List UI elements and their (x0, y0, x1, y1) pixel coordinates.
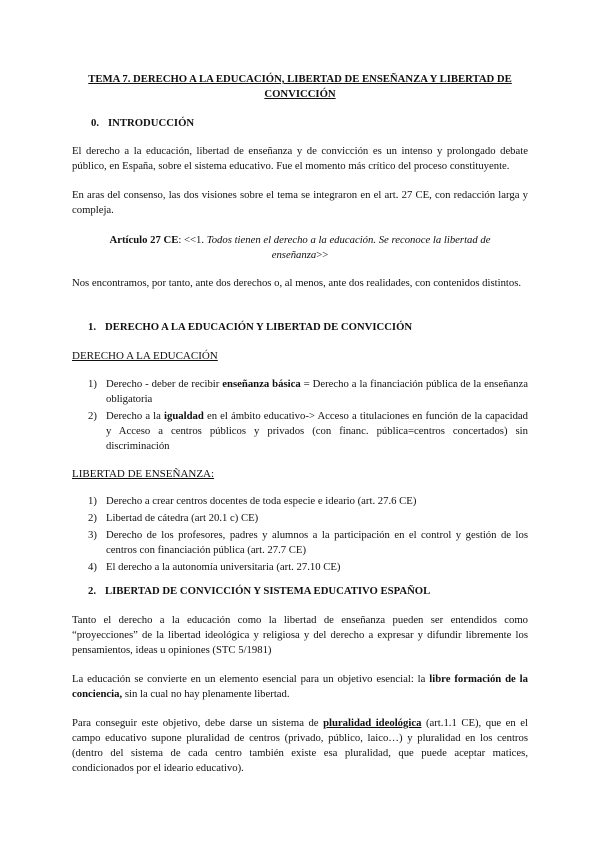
list-item (72, 560, 528, 575)
list-text: Derecho a crear centros docentes de toda especie e ideario (art. 27.6 CE) (106, 495, 417, 507)
section-1-heading (88, 320, 412, 335)
paragraph-text: sin la cual no hay plenamente libertad. (122, 688, 290, 700)
list-text: Derecho - deber de recibir (106, 378, 223, 390)
subheading-derecho-educacion: DERECHO A LA EDUCACIÓN (72, 350, 218, 362)
quote-label: Artículo 27 CE (109, 234, 179, 246)
paragraph-text: Para conseguir este objetivo, debe darse un sistema de (72, 717, 324, 729)
intro-paragraph-3: Nos encontramos, por tanto, ante dos derechos o, al menos, ante dos realidades, con contenidos distintos. (72, 277, 522, 289)
quote-text: Todos tienen el derecho a la educación. Se reconoce la libertad de enseñanza (206, 234, 491, 261)
list-number: 1) (88, 495, 97, 507)
list-item (72, 494, 528, 509)
paragraph-text: (art.1.1 CE), que en el campo educativo supone pluralidad de centros (privado, público, laico…) y pluralidad en los centros (dentro del sistema de cada centro también existe esa pluralidad, que puede aceptar matices, condicionados por el ideario educativo). (72, 717, 528, 774)
section-2-paragraph-3 (72, 716, 528, 776)
list-number: 4) (88, 561, 97, 573)
section-number: 1. (88, 321, 97, 333)
list-item (72, 511, 528, 526)
section-2-heading (88, 584, 430, 599)
intro-paragraph-2: En aras del consenso, las dos visiones sobre el tema se integraron en el art. 27 CE, con redacción larga y compleja. (72, 189, 528, 216)
paragraph-bold-text: libre formación de la conciencia, (72, 673, 528, 700)
list-bold-text: igualdad (164, 410, 204, 422)
list-text: Libertad de cátedra (art 20.1 c) CE) (106, 512, 259, 524)
subheading-libertad-ensenanza: LIBERTAD DE ENSEÑANZA: (72, 468, 215, 480)
section-title: DERECHO A LA EDUCACIÓN Y LIBERTAD DE CONVICCIÓN (105, 321, 413, 333)
list-item (72, 409, 528, 454)
list-text: Derecho a la (106, 410, 165, 422)
list-number: 3) (88, 529, 97, 541)
section-number: 0. (91, 117, 100, 129)
list-number: 2) (88, 512, 97, 524)
list-number: 2) (88, 410, 97, 422)
section-2-paragraph-1: Tanto el derecho a la educación como la libertad de enseñanza pueden ser entendidos como “proyecciones” de la libertad ideológica y religiosa y del derecho a expresar y difundir libremente los pensamientos, ideas u opiniones (STC 5/1981) (72, 614, 528, 656)
intro-paragraph-1: El derecho a la educación, libertad de enseñanza y de convicción es un intenso y prolongado debate público, en España, sobre el sistema educativo. Fue el momento más crítico del proceso constituyente. (72, 145, 528, 172)
list-item (72, 377, 528, 407)
document-title: TEMA 7. DERECHO A LA EDUCACIÓN, LIBERTAD DE ENSEÑANZA Y LIBERTAD DE CONVICCIÓN (88, 73, 512, 100)
quote-separator: : <<1. (178, 234, 207, 246)
section-2-paragraph-2 (72, 672, 528, 702)
section-title: LIBERTAD DE CONVICCIÓN Y SISTEMA EDUCATIVO ESPAÑOL (105, 585, 431, 597)
teaching-freedom-list (72, 494, 528, 577)
education-rights-list (72, 377, 528, 456)
section-number: 2. (88, 585, 97, 597)
list-bold-text: enseñanza básica (222, 378, 301, 390)
list-text: El derecho a la autonomía universitaria (art. 27.10 CE) (106, 561, 341, 573)
list-text: en el ámbito educativo-> Acceso a titulaciones en función de la capacidad y Acceso a centros públicos y privados (con financ. pública=centros concertados) sin discriminación (106, 410, 528, 452)
quote-end: >> (316, 249, 329, 261)
paragraph-bold-text: pluralidad ideológica (323, 717, 422, 729)
paragraph-text: La educación se convierte en un elemento esencial para un objetivo esencial: la (72, 673, 430, 685)
list-item (72, 528, 528, 558)
list-text: = Derecho a la financiación pública de la enseñanza obligatoria (106, 378, 528, 405)
list-text: Derecho de los profesores, padres y alumnos a la participación en el control y gestión de los centros con financiación pública (art. 27.7 CE) (106, 529, 528, 556)
section-0-heading (91, 116, 194, 131)
article-quote (90, 233, 510, 263)
list-number: 1) (88, 378, 97, 390)
section-title: INTRODUCCIÓN (108, 117, 195, 129)
